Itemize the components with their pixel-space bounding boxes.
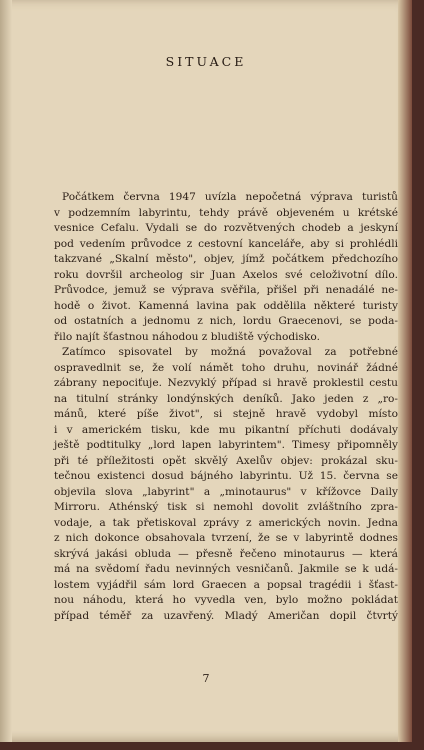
text-line: mánů, které píše život", si stejně hravě vydobyl místo — [54, 408, 398, 420]
text-line: ještě podtitulky „lord lapen labyrintem". Timesy připomněly — [54, 439, 398, 451]
text-line: v podzemním labyrintu, tehdy právě objeveném u krétské — [54, 206, 398, 219]
text-line: pod vedením průvodce z cestovní kanceláře, aby si prohlédli — [54, 237, 398, 250]
text-line: roku dovršil archeolog sir Juan Axelos své celoživotní dílo. — [54, 268, 398, 281]
page-edge — [398, 0, 412, 742]
text-line: i v americkém tisku, kde mu pikantní příchuti dodávaly — [54, 423, 398, 436]
page-number: 7 — [202, 672, 210, 685]
text-line: Počátkem června 1947 uvízla nepočetná výprava turistů — [62, 191, 398, 203]
text-line: Mirroru. Athénský tisk si nemohl dovolit zvláštního zpra- — [54, 501, 398, 513]
text-line: má na svědomí řadu nevinných vesničanů. Jakmile se k udá- — [54, 563, 398, 575]
chapter-body — [54, 190, 398, 624]
text-line: řilo najít šťastnou náhodou z bludiště východisko. — [54, 330, 320, 343]
text-line: zábrany nepociťuje. Nezvyklý případ si hravě proklestil cestu — [54, 377, 398, 389]
text-line: tečnou existenci dosud bájného labyrintu. Už 15. června se — [54, 470, 398, 482]
text-line: vodaje, a tak přetiskoval zprávy z amerických novin. Jedna — [54, 516, 398, 529]
paragraph-2 — [54, 345, 398, 624]
text-line: případ téměř za uzavřený. Mladý Američan dopil čtvrtý — [54, 609, 398, 622]
text-line: objevila slova „labyrint" a „minotaurus" v křížovce Daily — [54, 485, 398, 498]
text-line: od ostatních a jednomu z nich, lordu Graecenovi, se poda- — [54, 315, 398, 327]
text-line: lostem vyjádřil sám lord Graecen a popsal tragédii i šťast- — [54, 578, 398, 591]
text-line: Zatímco spisovatel by možná považoval za potřebné — [62, 346, 398, 358]
text-line: z nich dokonce obsahovala tvrzení, že se v labyrintě dodnes — [54, 532, 398, 544]
text-line: nou náhodu, která ho vyvedla ven, bylo možno pokládat — [54, 594, 398, 606]
text-line: vesnice Cefalu. Vydali se do rozvětvených chodeb a jeskyní — [54, 222, 398, 234]
page-gutter-shadow — [0, 0, 12, 742]
paragraph-1 — [54, 190, 398, 345]
text-line: Průvodce, jemuž se výprava svěřila, přišel při nenadálé ne- — [54, 284, 398, 296]
text-line: takzvané „Skalní město", objev, jímž počátkem předchozího — [54, 253, 398, 265]
text-line: na titulní stránky londýnských deníků. Jako jeden z „ro- — [54, 392, 398, 405]
chapter-heading: SITUACE — [165, 54, 247, 69]
text-line: skrývá jakási obluda — přesně řečeno minotaurus — která — [54, 547, 398, 560]
text-line: ospravedlnit se, že volí námět toho druhu, novinář žádné — [54, 361, 398, 374]
text-line: při té příležitosti opět skvělý Axelův objev: prokázal sku- — [54, 454, 398, 467]
text-line: hodě o život. Kamenná lavina pak oddělila některé turisty — [54, 299, 398, 312]
